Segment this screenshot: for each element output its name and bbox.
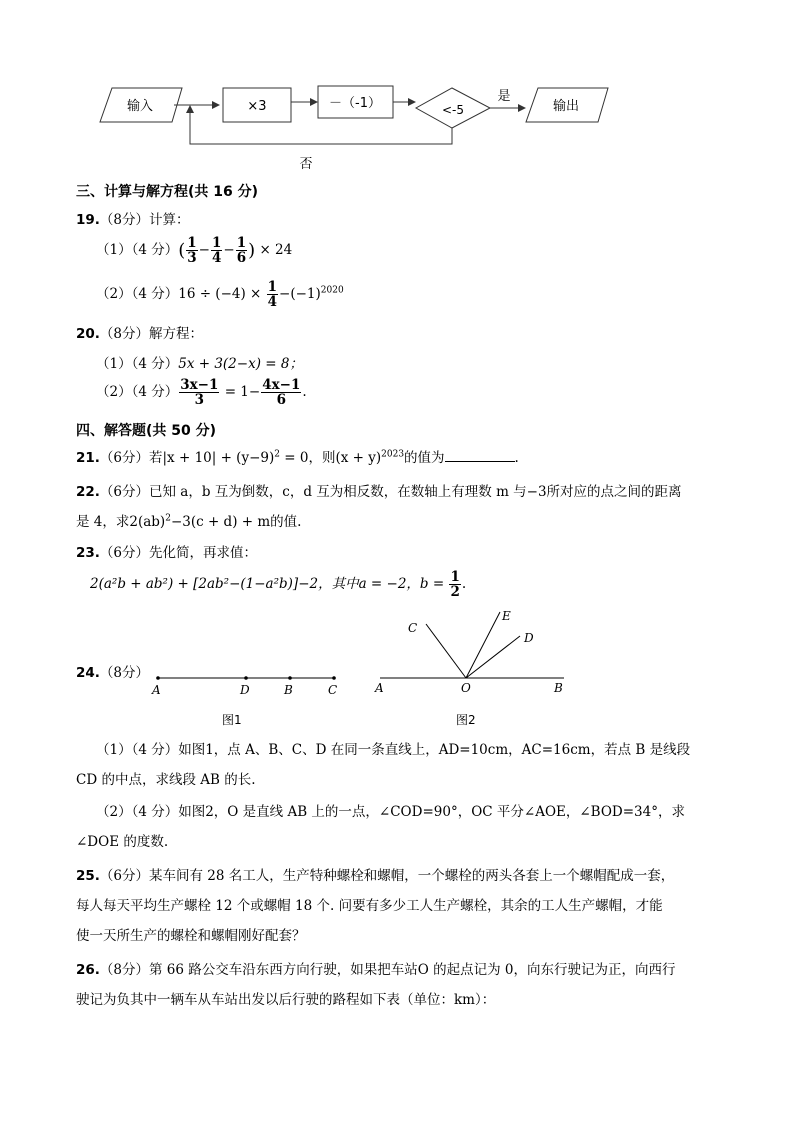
fig1-point-a: [156, 676, 160, 680]
q22-line2: 是 4，求2(ab)$^2$−3(c + d) + m的值.: [76, 513, 302, 530]
q19-part2-label: （2）（4 分）: [96, 286, 179, 303]
q22-line1: 22.（6分）已知 a，b 互为倒数，c，d 互为相反数，在数轴上有理数 m 与−3所对应的点之间的距离: [76, 484, 682, 500]
fig1-point-d: [244, 676, 248, 680]
fig2-label-d: D: [524, 631, 534, 645]
fig1-label-b: B: [284, 683, 293, 697]
q20-stem: [76, 322, 203, 342]
section-3-title: 三、计算与解方程(共 16 分): [76, 184, 259, 200]
q19-number: 19.: [76, 212, 100, 228]
q23-number: 23.: [76, 545, 100, 561]
q19-stem: [76, 208, 190, 228]
q25-line3: 使一天所生产的螺栓和螺帽刚好配套？: [76, 928, 306, 944]
frac-one-half: $\frac{1}{2}$: [450, 569, 460, 601]
q25-number: 25.: [76, 868, 100, 884]
fig2-ray-oc: [426, 624, 466, 678]
fig2-label-e: E: [502, 609, 511, 623]
fig1-point-b: [288, 676, 292, 680]
q24-part1-line2: CD 的中点，求线段 AB 的长.: [76, 772, 256, 788]
q20-part1-eq: 5x + 3(2−x) = 8；: [178, 356, 303, 372]
fig2-caption: 图2: [456, 713, 476, 727]
arrow-3-head: [408, 98, 416, 106]
fig1-label-d: D: [240, 683, 250, 697]
loop-head: [186, 105, 194, 113]
q20-part2-mid: = 1−: [224, 384, 261, 401]
q24-part1-line1: （1）（4 分）如图1，点 A、B、C、D 在同一条直线上，AD=10cm，AC=16cm，若点 B 是线段: [96, 742, 691, 758]
fig2-ray-oe: [466, 612, 500, 678]
figure-2: [370, 606, 570, 732]
q23-stem: 23.（6分）先化简，再求值：: [76, 545, 258, 561]
decision-label: <-5: [441, 103, 465, 117]
q23-expr: 2(a²b + ab²) + [2ab²−(1−a²b)]−2，其中a = −2，b = $\frac{1}{2}$ .: [90, 569, 467, 601]
fig2-label-c: C: [408, 621, 418, 635]
q25-line1: 25.（6分）某车间有 28 名工人，生产特种螺栓和螺帽，一个螺栓的两头各套上一个螺帽配成一套，: [76, 868, 675, 884]
q19-part1: （1）（4 分）( $\frac{1}{3}$ − $\frac{1}{4}$ − $\frac{1}{6}$ ) × 24: [96, 235, 293, 267]
frac-one-sixth: $\frac{1}{6}$: [236, 235, 247, 267]
no-label: 否: [299, 157, 313, 172]
q26-line2: 驶记为负其中一辆车从车站出发以后行驶的路程如下表（单位：km）：: [76, 992, 496, 1008]
q19-part2-b: −(−1): [279, 286, 321, 303]
q26-number: 26.: [76, 962, 100, 978]
q22-number: 22.: [76, 484, 100, 500]
q24-part2-line2: ∠DOE 的度数.: [76, 834, 169, 850]
q21-text: 21.（6分）若$|x + 10| + (y-9)^2 = 0$，则$(x + y)^{2023}$的值为 .: [76, 449, 519, 466]
fig1-label-c: C: [328, 683, 338, 697]
frac-one-fourth-2: $\frac{1}{4}$: [267, 279, 278, 311]
q24-number: 24.: [76, 665, 100, 681]
q20-part2-label: （2）（4 分）: [96, 384, 179, 401]
fig2-label-b: B: [554, 681, 563, 695]
q21-answer-blank[interactable]: [445, 449, 515, 462]
q20-part1: [96, 352, 303, 372]
q20-stem-text: （8分）解方程：: [99, 326, 204, 342]
yes-label: 是: [497, 89, 511, 104]
times-label: ×3: [247, 99, 267, 114]
frac-4x-1-over-6: $\frac{4x-1}{6}$: [262, 377, 301, 409]
q19-part1-label: （1）（4 分）: [96, 242, 179, 259]
input-label: 输入: [126, 99, 154, 114]
flowchart: [90, 80, 620, 180]
fig1-label-a: A: [152, 683, 161, 697]
q19-part2-exp: 2020: [320, 285, 344, 296]
q26-line1: 26.（8分）第 66 路公交车沿东西方向行驶，如果把车站O 的起点记为 0，向东行驶记为正，向西行: [76, 962, 676, 978]
q24-stem: 24.（8分）: [76, 665, 150, 681]
fig2-label-o: O: [461, 681, 471, 695]
q19-stem-text: （8分）计算：: [99, 212, 190, 228]
q20-number: 20.: [76, 326, 100, 342]
fig2-label-a: A: [375, 681, 384, 695]
frac-one-third: $\frac{1}{3}$: [187, 235, 197, 267]
q19-part2: [96, 280, 344, 309]
q25-line2: 每人每天平均生产螺栓 12 个或螺帽 18 个. 问要有多少工人生产螺栓，其余的工人生产螺帽，才能: [76, 898, 663, 914]
q21-number: 21.: [76, 450, 100, 466]
figure-1: [148, 666, 348, 732]
q19-part2-a: 16 ÷ (−4) ×: [178, 286, 262, 303]
q20-part2: [96, 378, 307, 407]
fig2-ray-od: [466, 636, 520, 678]
q20-part1-label: （1）（4 分）: [96, 356, 179, 372]
arrow-2-head: [310, 98, 318, 106]
q20-part2-end: .: [302, 384, 307, 401]
q19-part1-tail: × 24: [259, 242, 293, 259]
frac-one-fourth: $\frac{1}{4}$: [211, 235, 222, 267]
arrow-1-head: [212, 101, 220, 109]
fig1-point-c: [332, 676, 336, 680]
arrow-yes-head: [518, 104, 526, 112]
output-label: 输出: [552, 99, 580, 114]
frac-3x-1-over-3: $\frac{3x-1}{3}$: [180, 377, 219, 409]
fig1-caption: 图1: [222, 713, 242, 727]
minus-label: －（-1）: [329, 96, 381, 111]
q24-part2-line1: （2）（4 分）如图2，O 是直线 AB 上的一点，∠COD=90°，OC 平分∠AOE，∠BOD=34°，求: [96, 804, 685, 820]
section-4-title: 四、解答题(共 50 分): [76, 423, 217, 439]
